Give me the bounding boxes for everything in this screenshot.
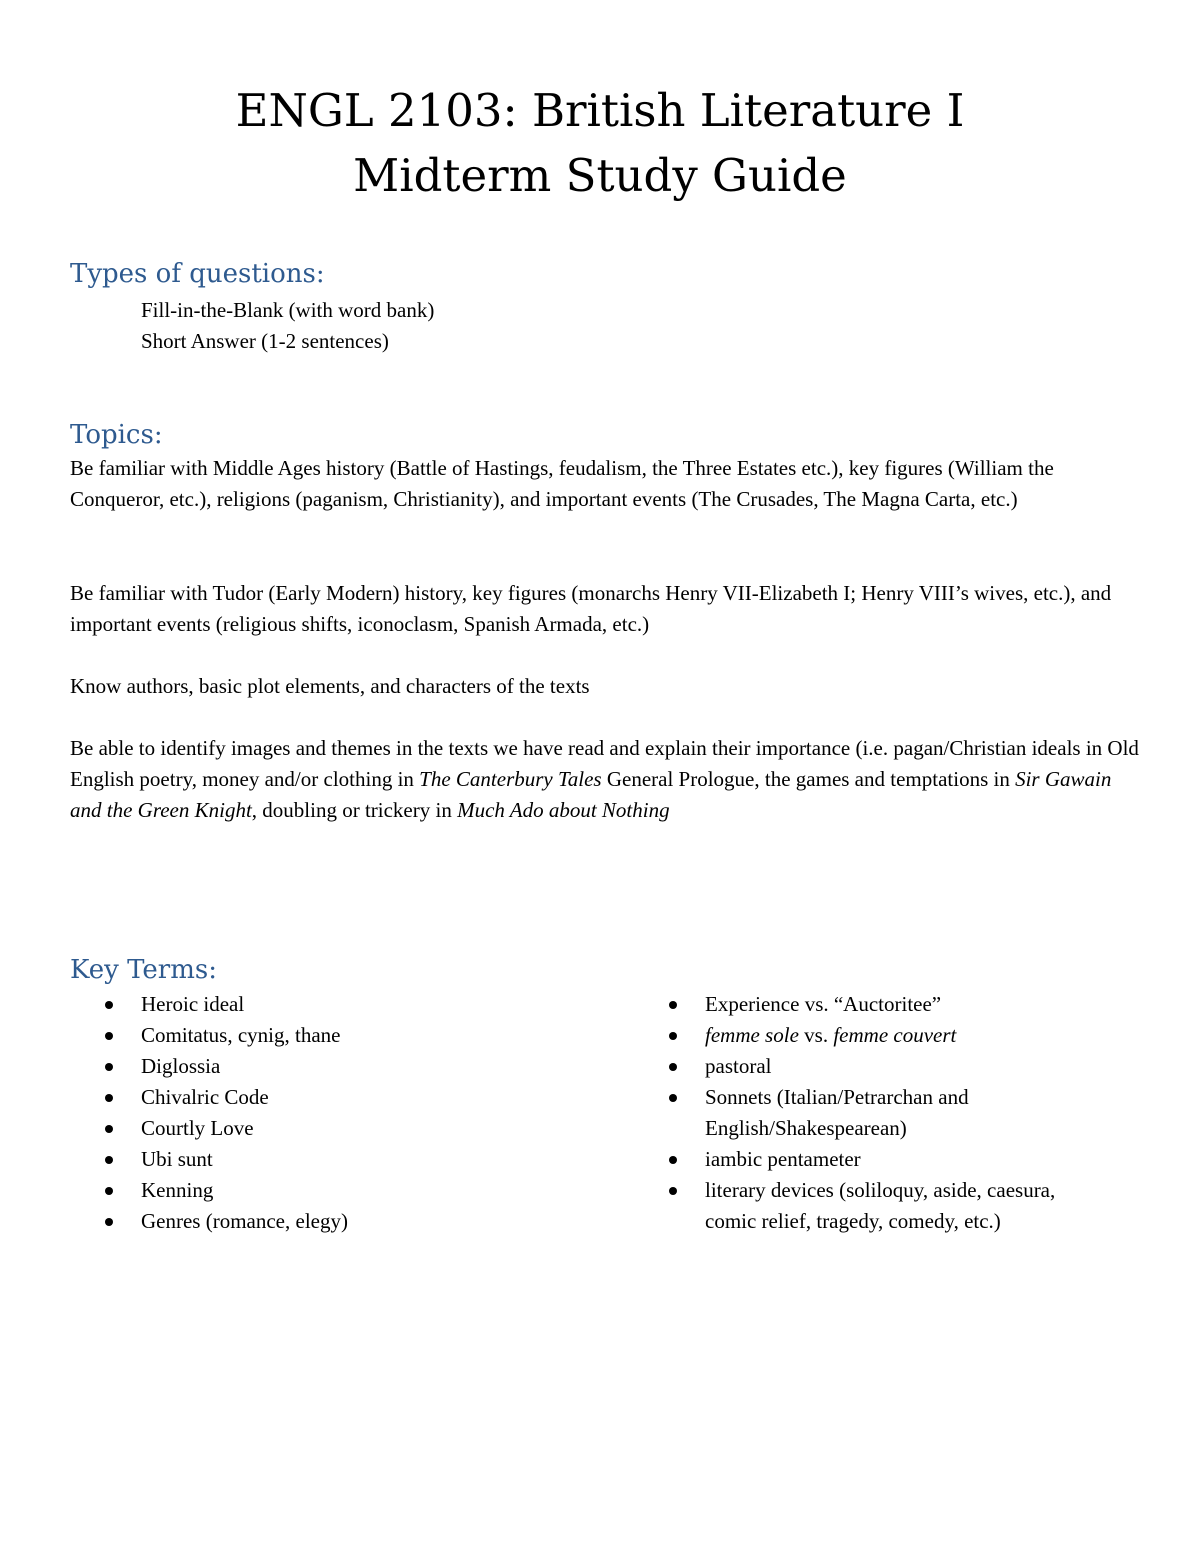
title-sir-gawain: Sir Gawain and the Green Knight — [70, 767, 1112, 822]
list-item — [71, 989, 591, 1020]
term-text: Diglossia — [141, 1054, 221, 1078]
key-terms-left-list — [71, 989, 591, 1237]
bullet-icon — [669, 1063, 677, 1071]
question-types-heading: Types of questions: — [70, 259, 325, 289]
term-text: Genres (romance, elegy) — [141, 1209, 348, 1233]
list-item — [71, 1082, 591, 1113]
list-item — [71, 1175, 591, 1206]
bullet-icon — [105, 1094, 113, 1102]
term-femme-sole: femme sole — [705, 1023, 799, 1047]
term-text: Heroic ideal — [141, 992, 245, 1016]
title-line-course: ENGL 2103: British Literature I — [235, 84, 965, 137]
term-text: Ubi sunt — [141, 1147, 213, 1171]
list-item — [635, 1144, 1135, 1175]
list-item — [71, 1020, 591, 1051]
bullet-icon — [105, 1001, 113, 1009]
topic-paragraph-middle-ages: Be familiar with Middle Ages history (Battle of Hastings, feudalism, the Three Estates etc.), key figures (William the Conqueror, etc.), religions (paganism, Christianity), and important events (The Crusades, The Magna Carta, etc.) — [70, 456, 1054, 511]
topic-paragraph-tudor: Be familiar with Tudor (Early Modern) history, key figures (monarchs Henry VII-Elizabeth I; Henry VIII’s wives, etc.), and important events (religious shifts, iconoclasm, Spanish Armada, etc.) — [70, 581, 1112, 636]
term-text: pastoral — [705, 1054, 772, 1078]
bullet-icon — [669, 1094, 677, 1102]
term-vs: vs. — [798, 1023, 834, 1047]
question-type-item: Short Answer (1-2 sentences) — [141, 329, 389, 353]
themes-text: General Prologue, the games and temptations in — [601, 767, 1016, 791]
bullet-icon — [669, 1156, 677, 1164]
bullet-icon — [105, 1218, 113, 1226]
term-text: Chivalric Code — [141, 1085, 269, 1109]
document-title — [0, 78, 1200, 208]
themes-text: , doubling or trickery in — [251, 798, 458, 822]
bullet-icon — [105, 1156, 113, 1164]
term-text: Sonnets (Italian/Petrarchan and English/Shakespearean) — [705, 1085, 969, 1140]
topic-paragraph-authors: Know authors, basic plot elements, and characters of the texts — [70, 674, 590, 698]
list-item — [71, 1113, 591, 1144]
list-item — [635, 1020, 1135, 1051]
bullet-icon — [105, 1125, 113, 1133]
bullet-icon — [105, 1032, 113, 1040]
bullet-icon — [105, 1063, 113, 1071]
key-terms-right-list — [635, 989, 1135, 1237]
bullet-icon — [105, 1187, 113, 1195]
list-item — [635, 1175, 1105, 1237]
list-item — [635, 1082, 1005, 1144]
list-item — [635, 1051, 1135, 1082]
topics-heading: Topics: — [70, 420, 163, 450]
term-text: Experience vs. “Auctoritee” — [705, 992, 942, 1016]
title-line-guide: Midterm Study Guide — [353, 149, 847, 202]
key-terms-heading: Key Terms: — [70, 955, 217, 985]
term-text: iambic pentameter — [705, 1147, 861, 1171]
term-text: Comitatus, cynig, thane — [141, 1023, 341, 1047]
list-item — [71, 1206, 591, 1237]
list-item — [71, 1051, 591, 1082]
topic-paragraph-themes — [70, 733, 1140, 826]
term-text: Courtly Love — [141, 1116, 254, 1140]
list-item — [71, 1144, 591, 1175]
term-text: literary devices (soliloquy, aside, caesura, comic relief, tragedy, comedy, etc.) — [705, 1178, 1056, 1233]
term-femme-couvert: femme couvert — [833, 1023, 957, 1047]
term-text: Kenning — [141, 1178, 214, 1202]
question-type-item: Fill-in-the-Blank (with word bank) — [141, 298, 435, 322]
bullet-icon — [669, 1001, 677, 1009]
themes-text: Be able to identify images and themes in the texts we have read and explain their importance (i.e. pagan/Christian ideals in Old English poetry, money and/or clothing in — [70, 736, 1139, 791]
title-canterbury-tales: The Canterbury Tales — [419, 767, 602, 791]
bullet-icon — [669, 1187, 677, 1195]
title-much-ado: Much Ado about Nothing — [457, 798, 670, 822]
list-item — [635, 989, 1135, 1020]
bullet-icon — [669, 1032, 677, 1040]
